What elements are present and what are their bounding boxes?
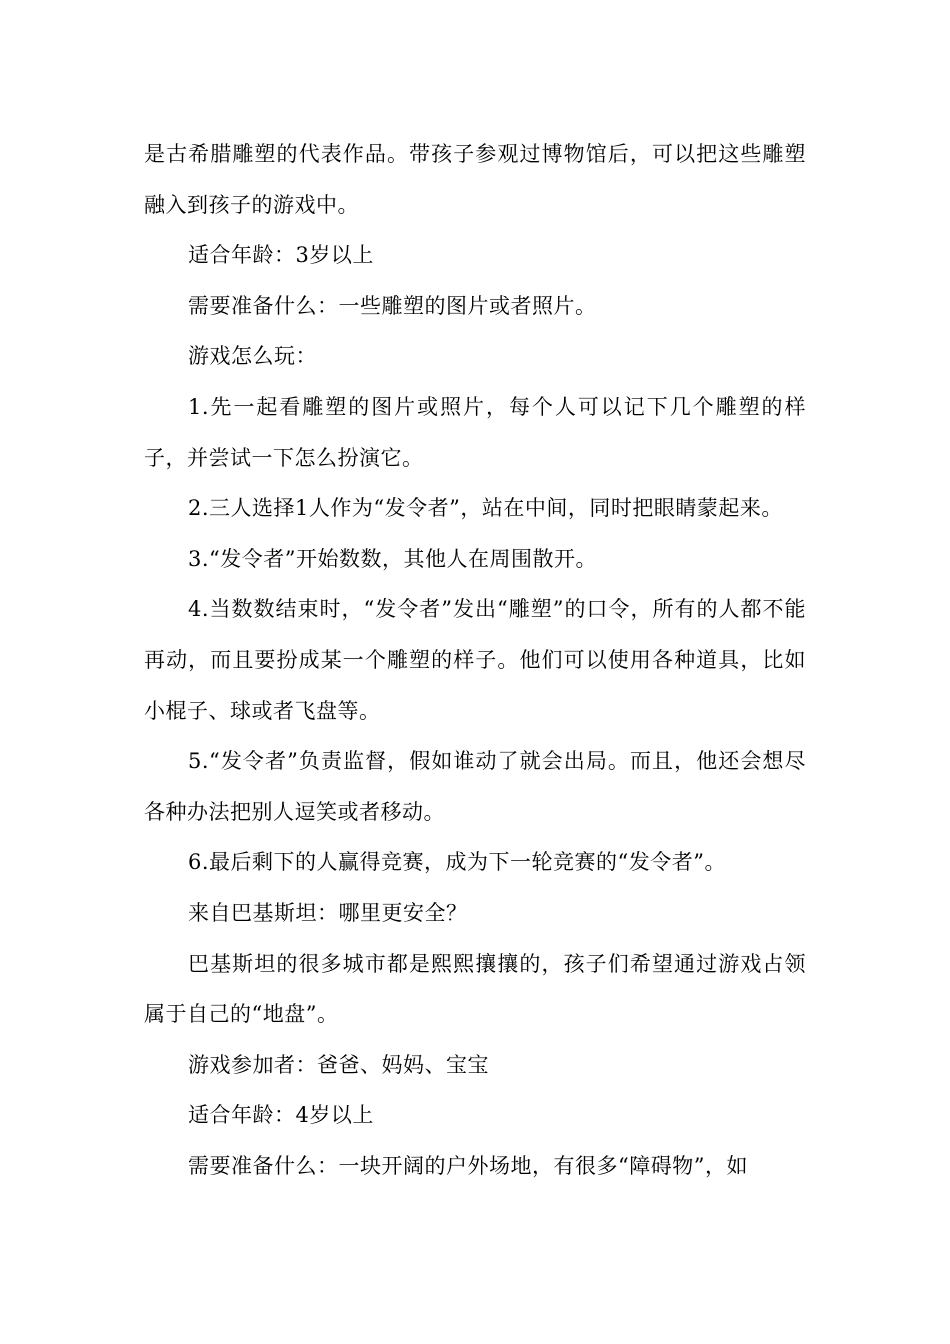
paragraph-pakistan-intro: 巴基斯坦的很多城市都是熙熙攘攘的，孩子们希望通过游戏占领属于自己的“地盘”。 (144, 951, 806, 1027)
paragraph-step-5: 5.“发令者”负责监督，假如谁动了就会出局。而且，他还会想尽各种办法把别人逗笑或者移动。 (144, 749, 806, 824)
paragraph-how-to-play: 游戏怎么玩： (188, 344, 317, 369)
paragraph-step-2: 2.三人选择1人作为“发令者”，站在中间，同时把眼睛蒙起来。 (188, 496, 783, 521)
document-body (144, 129, 806, 1191)
paragraph-continuation: 是古希腊雕塑的代表作品。带孩子参观过博物馆后，可以把这些雕塑融入到孩子的游戏中。 (144, 142, 806, 217)
paragraph-step-1: 1.先一起看雕塑的图片或照片，每个人可以记下几个雕塑的样子，并尝试一下怎么扮演它。 (144, 394, 806, 470)
paragraph-materials: 需要准备什么：一些雕塑的图片或者照片。 (188, 293, 597, 318)
paragraph-materials-2: 需要准备什么：一块开阔的户外场地，有很多“障碍物”，如 (188, 1153, 748, 1178)
paragraph-step-6: 6.最后剩下的人赢得竞赛，成为下一轮竞赛的“发令者”。 (188, 850, 727, 875)
paragraph-step-3: 3.“发令者”开始数数，其他人在周围散开。 (188, 546, 598, 571)
paragraph-participants: 游戏参加者：爸爸、妈妈、宝宝 (188, 1052, 489, 1077)
paragraph-suitable-age: 适合年龄：3岁以上 (188, 243, 374, 268)
paragraph-suitable-age-2: 适合年龄：4岁以上 (188, 1103, 374, 1128)
paragraph-step-4: 4.当数数结束时，“发令者”发出“雕塑”的口令，所有的人都不能再动，而且要扮成某一个雕塑的样子。他们可以使用各种道具，比如小棍子、球或者飞盘等。 (144, 597, 806, 723)
section-heading-pakistan: 来自巴基斯坦：哪里更安全？ (188, 900, 468, 925)
